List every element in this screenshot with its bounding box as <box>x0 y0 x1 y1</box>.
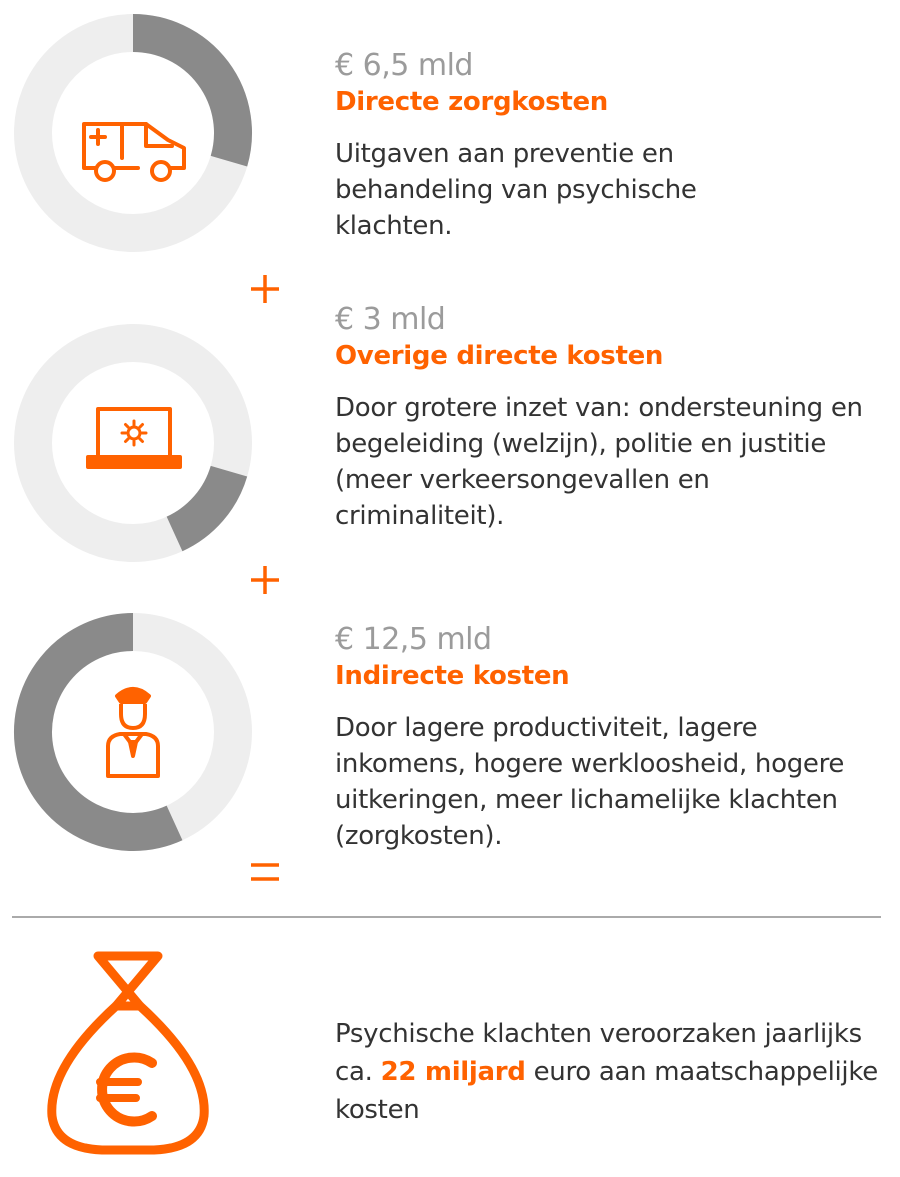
ambulance-icon <box>80 118 188 186</box>
summary-text <box>335 1015 880 1129</box>
summary-text-before: Psychische klachten veroorzaken jaarlijks ca. <box>335 1019 862 1087</box>
summary-text-after: euro aan maatschappelijke kosten <box>335 1057 878 1125</box>
cost-item-overige-directe-kosten <box>335 302 880 534</box>
money-bag-euro-icon <box>42 948 214 1158</box>
cost-amount: € 3 mld <box>335 302 446 337</box>
divider <box>12 916 881 918</box>
plus-icon <box>248 272 282 306</box>
plus-icon <box>248 563 282 597</box>
donut-slice-overige-directe-kosten <box>175 471 229 534</box>
laptop-gear-icon <box>86 405 182 471</box>
cost-item-directe-zorgkosten <box>335 48 880 244</box>
cost-description: Door grotere inzet van: ondersteuning en begeleiding (welzijn), politie en justitie (meer verkeersongevallen en criminaliteit). <box>335 393 863 531</box>
cost-amount: € 6,5 mld <box>335 48 473 83</box>
cost-description: Door lagere productiviteit, lagere inkomens, hogere werkloosheid, hogere uitkeringen, meer lichamelijke klachten (zorgkosten). <box>335 713 845 851</box>
cost-item-indirecte-kosten <box>335 622 880 854</box>
cost-title: Directe zorgkosten <box>335 87 609 117</box>
officer-icon <box>104 684 162 778</box>
equals-icon <box>248 855 282 889</box>
cost-amount: € 12,5 mld <box>335 622 492 657</box>
cost-title: Indirecte kosten <box>335 661 570 691</box>
cost-title: Overige directe kosten <box>335 341 664 371</box>
cost-description: Uitgaven aan preventie en behandeling van psychische klachten. <box>335 139 697 241</box>
summary-total-highlight: 22 miljard <box>380 1057 526 1087</box>
